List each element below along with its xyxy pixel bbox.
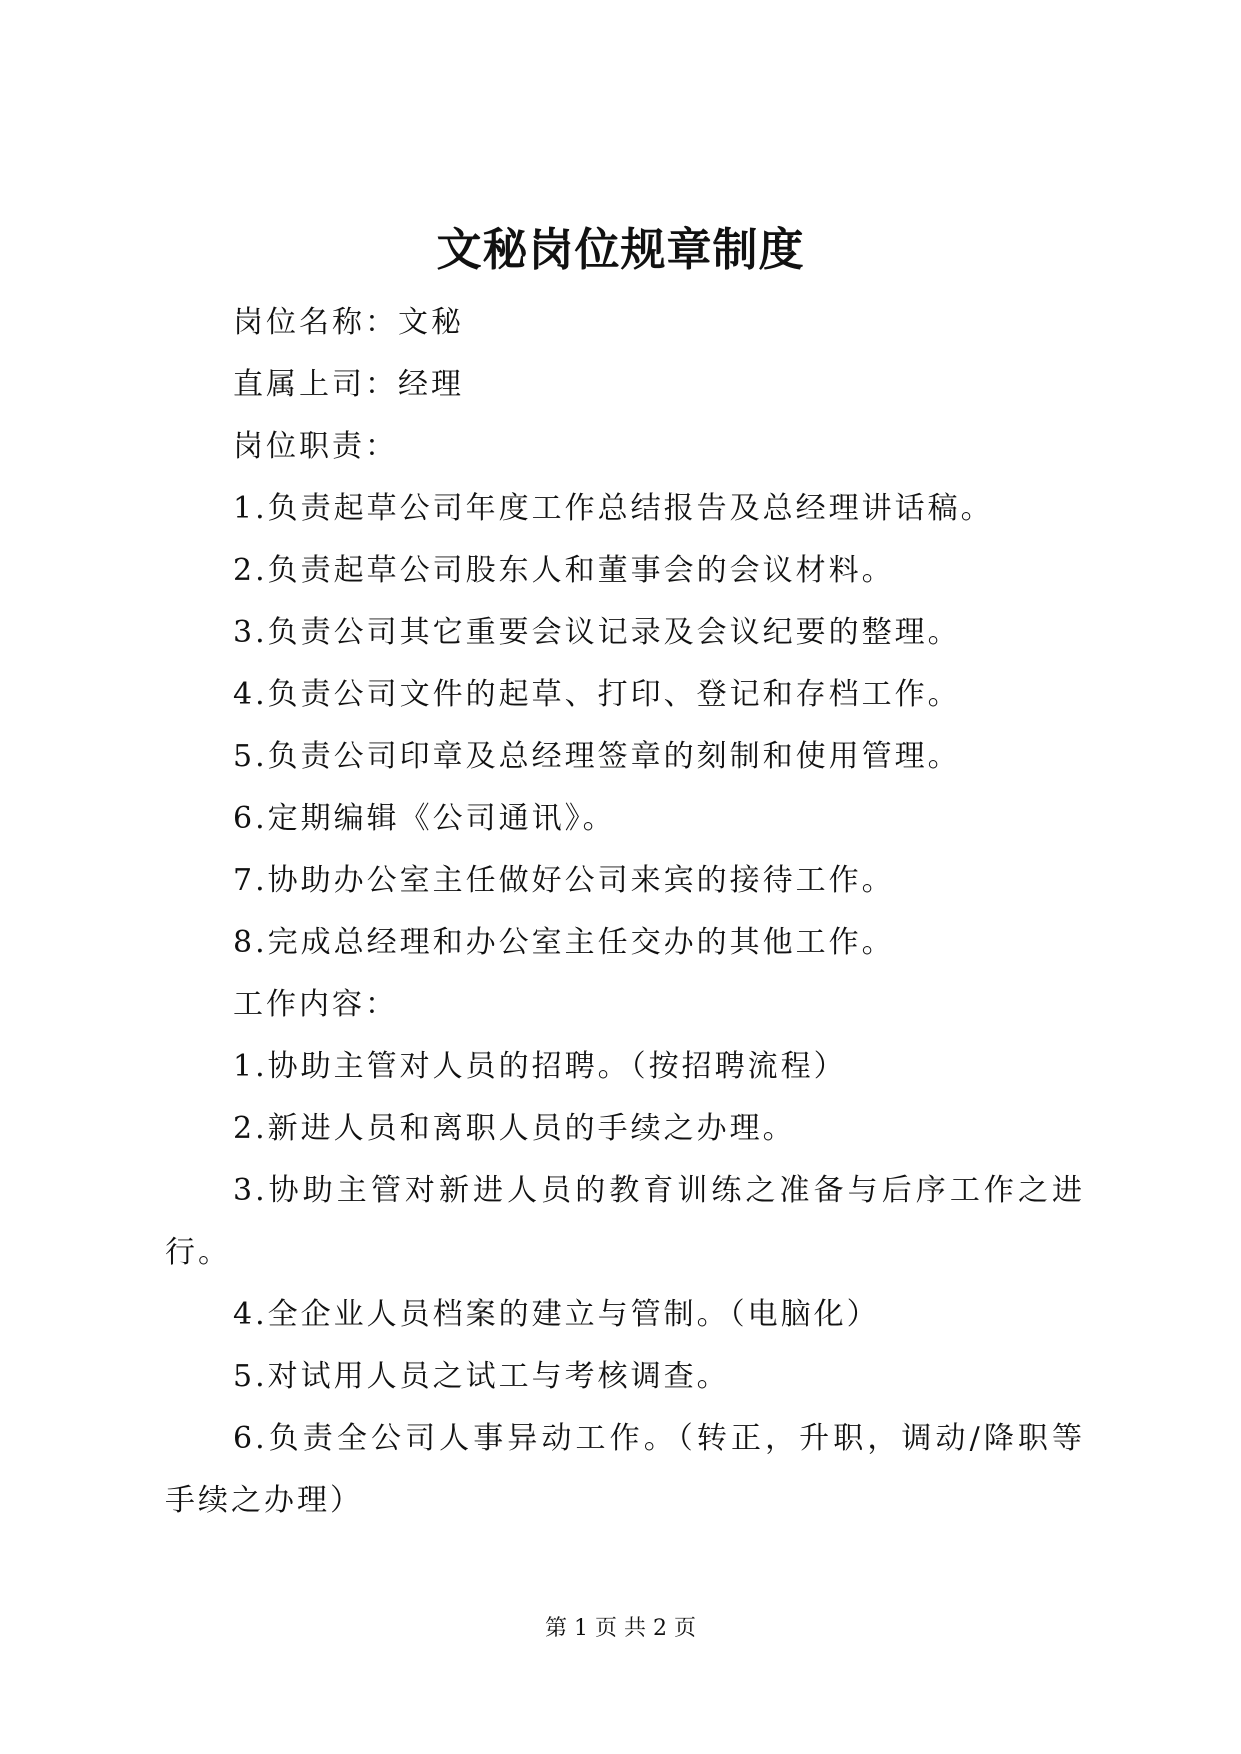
- paragraph: 1.协助主管对人员的招聘。（按招聘流程）: [233, 1049, 847, 1084]
- paragraph: 6.定期编辑《公司通讯》。: [233, 801, 616, 836]
- paragraph: 2.新进人员和离职人员的手续之办理。: [233, 1111, 796, 1146]
- paragraph: 4.负责公司文件的起草、打印、登记和存档工作。: [233, 677, 961, 712]
- page-footer: 第 1 页 共 2 页: [545, 1616, 696, 1641]
- paragraph: 5.对试用人员之试工与考核调查。: [233, 1359, 730, 1394]
- paragraph: 岗位名称：文秘: [233, 305, 464, 340]
- paragraph: 2.负责起草公司股东人和董事会的会议材料。: [233, 553, 895, 588]
- paragraph: 工作内容：: [233, 987, 398, 1022]
- paragraph: 3.负责公司其它重要会议记录及会议纪要的整理。: [233, 615, 961, 650]
- paragraph: 5.负责公司印章及总经理签章的刻制和使用管理。: [233, 739, 961, 774]
- paragraph: 3.协助主管对新进人员的教育训练之准备与后序工作之进行。: [165, 1173, 1085, 1270]
- paragraph: 4.全企业人员档案的建立与管制。（电脑化）: [233, 1297, 880, 1332]
- document-title: 文秘岗位规章制度: [436, 223, 805, 276]
- document-body: [165, 292, 1085, 1532]
- paragraph: 7.协助办公室主任做好公司来宾的接待工作。: [233, 863, 895, 898]
- paragraph: 6.负责全公司人事异动工作。（转正，升职，调动/降职等手续之办理）: [165, 1421, 1085, 1518]
- paragraph: 岗位职责：: [233, 429, 398, 464]
- paragraph: 1.负责起草公司年度工作总结报告及总经理讲话稿。: [233, 491, 994, 526]
- paragraph: 直属上司：经理: [233, 367, 464, 402]
- paragraph: 8.完成总经理和办公室主任交办的其他工作。: [233, 925, 895, 960]
